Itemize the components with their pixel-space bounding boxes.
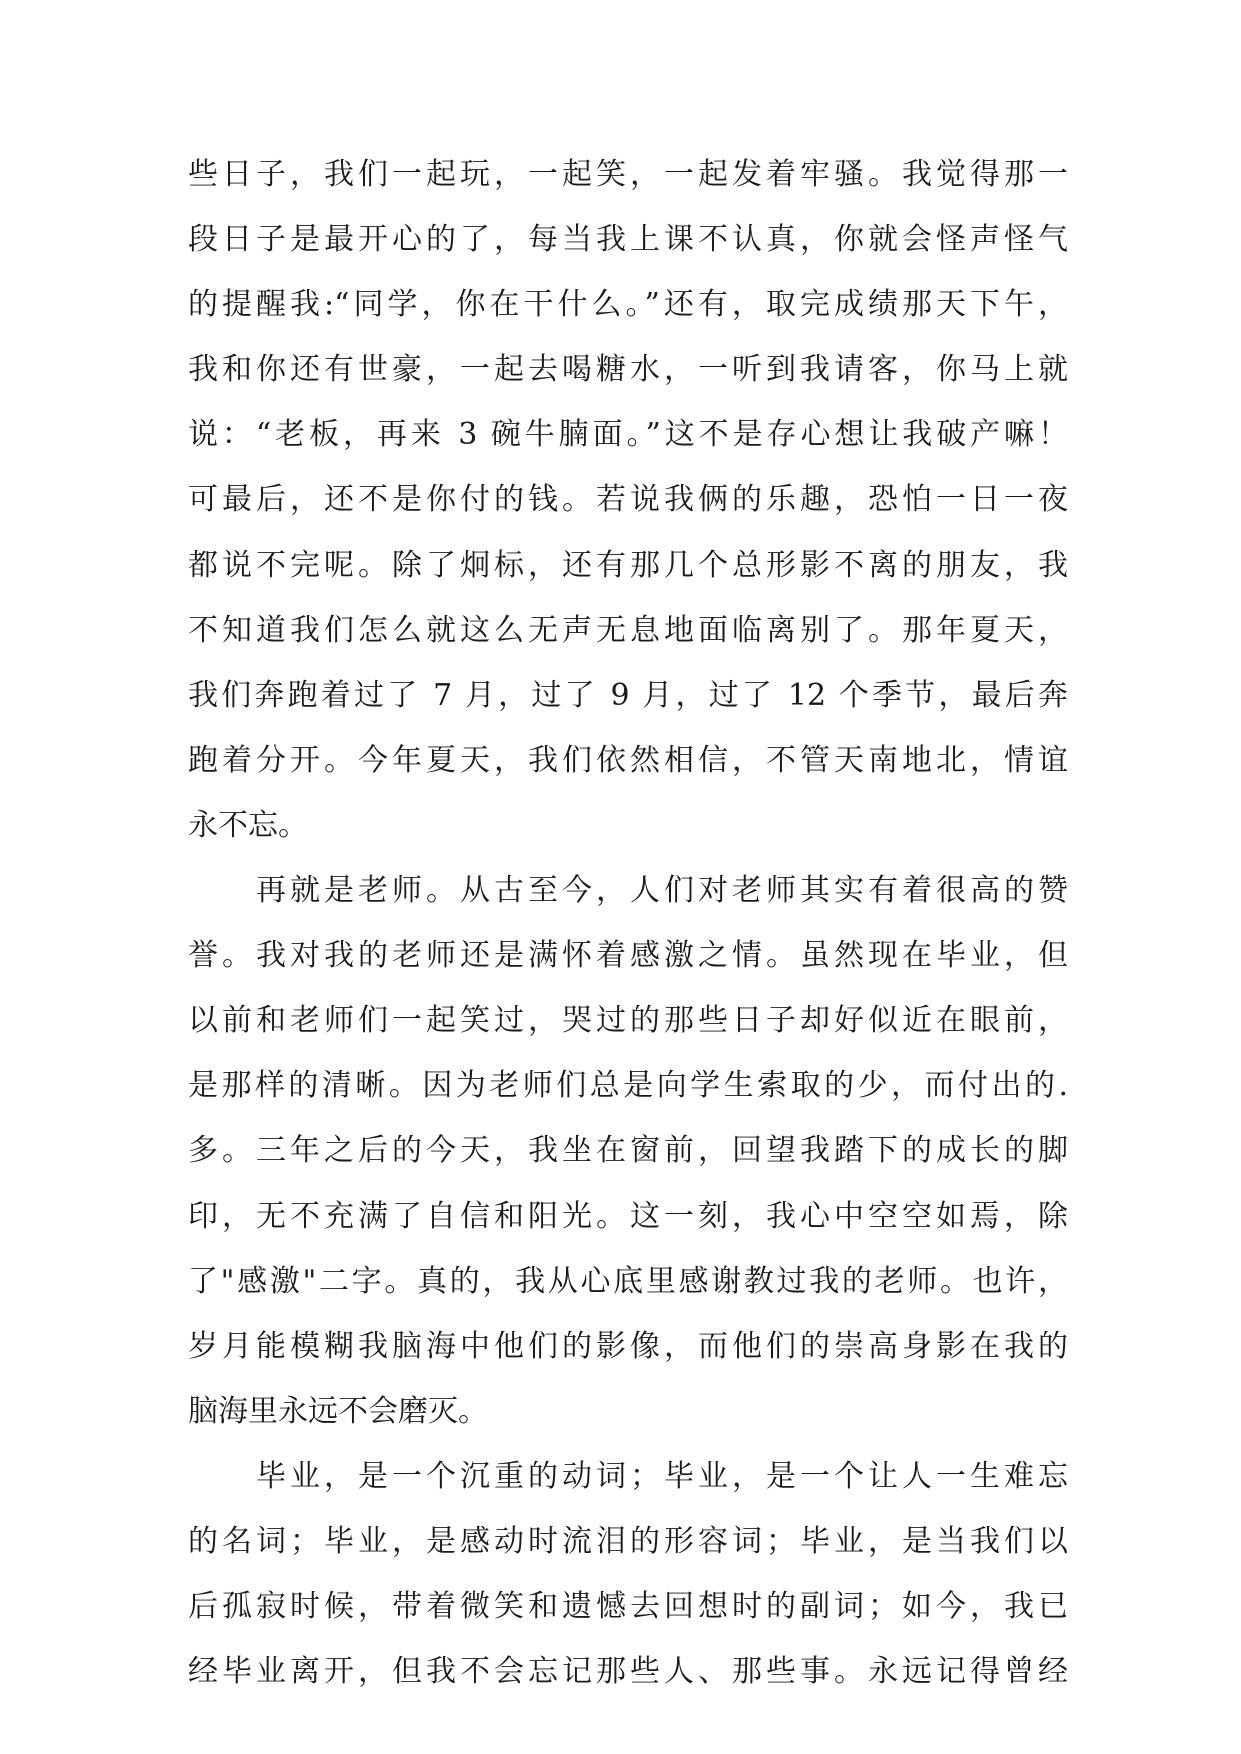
text-line: 可最后，还不是你付的钱。若说我俩的乐趣，恐怕一日一夜 <box>188 482 1068 518</box>
text-line: 后孤寂时候，带着微笑和遗憾去回想时的副词；如今，我已 <box>188 1589 1068 1625</box>
text-line: 我们奔跑着过了 7 月，过了 9 月，过了 12 个季节，最后奔 <box>188 677 1068 713</box>
paragraph-first-line: 毕业，是一个沉重的动词；毕业，是一个让人一生难忘 <box>256 1458 1068 1494</box>
text-line: 经毕业离开，但我不会忘记那些人、那些事。永远记得曾经 <box>188 1654 1068 1690</box>
text-line: 都说不完呢。除了炯标，还有那几个总形影不离的朋友，我 <box>188 547 1068 583</box>
text-line: 跑着分开。今年夏天，我们依然相信，不管天南地北，情谊 <box>188 742 1068 778</box>
text-line: 了"感激"二字。真的，我从心底里感谢教过我的老师。也许， <box>188 1263 1068 1299</box>
text-line: 岁月能模糊我脑海中他们的影像，而他们的崇高身影在我的 <box>188 1328 1068 1364</box>
paragraph-first-line: 再就是老师。从古至今，人们对老师其实有着很高的赞 <box>256 873 1068 909</box>
text-line: 的提醒我:“同学，你在干什么。”还有，取完成绩那天下午， <box>188 287 1068 323</box>
text-line: 印，无不充满了自信和阳光。这一刻，我心中空空如焉，除 <box>188 1198 1068 1234</box>
text-line: 说：“老板，再来 3 碗牛腩面。”这不是存心想让我破产嘛！ <box>188 417 1068 453</box>
document-body-text <box>188 142 1068 1704</box>
text-line: 脑海里永远不会磨灭。 <box>188 1393 488 1429</box>
text-line: 段日子是最开心的了，每当我上课不认真，你就会怪声怪气 <box>188 222 1068 258</box>
text-line: 永不忘。 <box>188 807 308 843</box>
text-line: 不知道我们怎么就这么无声无息地面临离别了。那年夏天， <box>188 612 1068 648</box>
text-line: 多。三年之后的今天，我坐在窗前，回望我踏下的成长的脚 <box>188 1133 1068 1169</box>
text-line: 以前和老师们一起笑过，哭过的那些日子却好似近在眼前， <box>188 1003 1068 1039</box>
text-line: 我和你还有世豪，一起去喝糖水，一听到我请客，你马上就 <box>188 352 1068 388</box>
text-line: 是那样的清晰。因为老师们总是向学生索取的少，而付出的. <box>188 1068 1068 1104</box>
text-line: 的名词；毕业，是感动时流泪的形容词；毕业，是当我们以 <box>188 1523 1068 1559</box>
text-line: 些日子，我们一起玩，一起笑，一起发着牢骚。我觉得那一 <box>188 157 1068 192</box>
text-line: 誉。我对我的老师还是满怀着感激之情。虽然现在毕业，但 <box>188 938 1068 974</box>
